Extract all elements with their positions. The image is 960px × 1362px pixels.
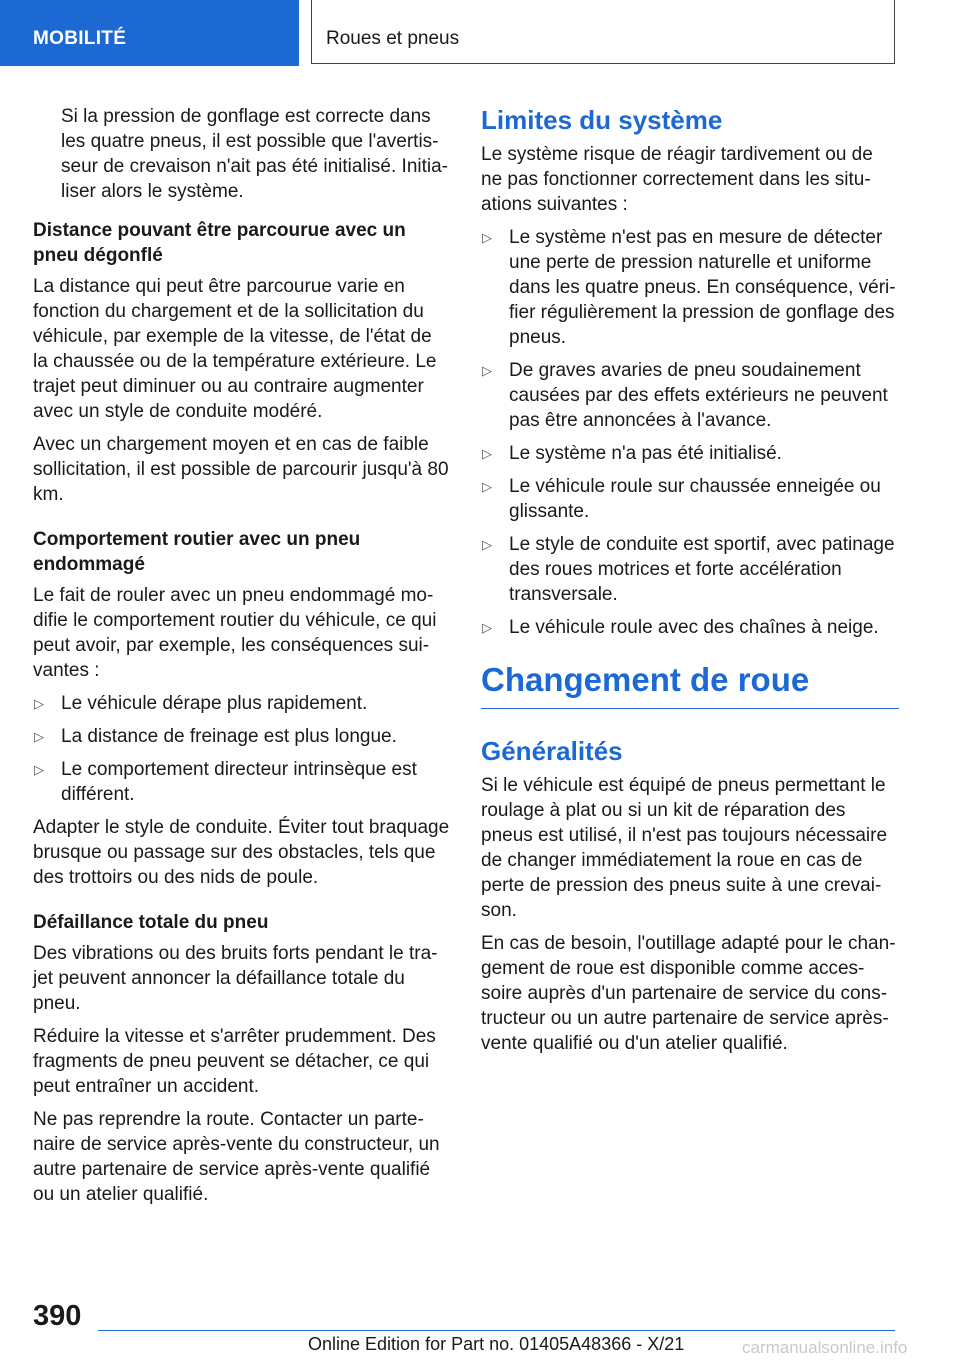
triangle-bullet-icon: ▷ (34, 696, 44, 711)
triangle-bullet-icon: ▷ (482, 230, 492, 245)
list-item-text: Le système n'a pas été initialisé. (509, 443, 782, 464)
list-item-text: Le comportement directeur intrinsèque est différent. (61, 759, 417, 805)
list-item-text: Le système n'est pas en mesure de détecter une perte de pression naturelle et uniforme dans les quatre pneus. En conséquence, vérifier régulièrement la pression de gonflage des pneus. (509, 227, 896, 348)
edition-text: Online Edition for Part no. 01405A48366 - X/21 (308, 1334, 685, 1354)
comportement-paragraph-1: Le fait de rouler avec un pneu endommagé modifie le comportement routier du véhicule, ce qui peut avoir, par exemple, les conséquences suivantes : (33, 585, 437, 681)
generalites-paragraph-2: En cas de besoin, l'outillage adapté pour le changement de roue est disponible comme accessoire auprès d'un partenaire de service du constructeur ou un autre partenaire de service après-vente qualifié ou d'un atelier qualifié. (481, 933, 896, 1054)
list-item-text: De graves avaries de pneu soudainement causées par des effets extérieurs ne peuvent pas être annoncées à l'avance. (509, 360, 888, 431)
list-item (481, 358, 899, 433)
list-item (33, 757, 451, 807)
triangle-bullet-icon: ▷ (482, 363, 492, 378)
triangle-bullet-icon: ▷ (482, 446, 492, 461)
distance-paragraph-1: La distance qui peut être parcourue varie en fonction du chargement et de la sollicitation du véhicule, par exemple de la vitesse, de l'état de la chaussée ou de la température extérieure. Le trajet peut diminuer ou au contraire augmenter avec un style de conduite modéré. (33, 276, 437, 422)
list-item (481, 225, 899, 350)
page-header (0, 0, 960, 66)
generalites-heading: Généralités (481, 736, 623, 766)
distance-paragraph-2: Avec un chargement moyen et en cas de faible sollicitation, il est possible de parcourir jusqu'à 80 km. (33, 434, 449, 505)
defaillance-heading: Défaillance totale du pneu (33, 912, 269, 933)
intro-paragraph: Si la pression de gonflage est correcte dans les quatre pneus, il est possible que l'avertisseur de crevaison n'ait pas été initialisé. Initialiser alors le système. (61, 106, 448, 202)
right-column (481, 104, 899, 1064)
triangle-bullet-icon: ▷ (34, 762, 44, 777)
comportement-list (33, 691, 451, 807)
defaillance-paragraph-2: Réduire la vitesse et s'arrêter prudemment. Des fragments de pneu peuvent se détacher, ce qui peut entraîner un accident. (33, 1026, 436, 1097)
triangle-bullet-icon: ▷ (482, 537, 492, 552)
page-number: 390 (33, 1300, 82, 1332)
triangle-bullet-icon: ▷ (34, 729, 44, 744)
defaillance-paragraph-1: Des vibrations ou des bruits forts pendant le trajet peuvent annoncer la défaillance totale du pneu. (33, 943, 438, 1014)
list-item-text: Le style de conduite est sportif, avec patinage des roues motrices et forte accélération transversale. (509, 534, 895, 605)
list-item (33, 724, 451, 749)
defaillance-paragraph-3: Ne pas reprendre la route. Contacter un partenaire de service après-vente du constructeur, un autre partenaire de service après-vente qualifié ou un atelier qualifié. (33, 1109, 440, 1205)
changement-title: Changement de roue (481, 660, 899, 709)
generalites-paragraph-1: Si le véhicule est équipé de pneus permettant le roulage à plat ou si un kit de réparation des pneus est utilisé, il n'est pas toujours nécessaire de changer immédiatement la roue en cas de perte de pression des pneus suite à une crevaison. (481, 775, 888, 921)
list-item (481, 441, 899, 466)
limites-paragraph: Le système risque de réagir tardivement ou de ne pas fonctionner correctement dans les situations suivantes : (481, 144, 873, 215)
limites-list (481, 225, 899, 640)
left-column (33, 104, 451, 1215)
watermark: carmanualsonline.info (742, 1338, 908, 1357)
list-item (481, 532, 899, 607)
list-item-text: Le véhicule dérape plus rapidement. (61, 693, 368, 714)
list-item-text: La distance de freinage est plus longue. (61, 726, 397, 747)
list-item (481, 615, 899, 640)
triangle-bullet-icon: ▷ (482, 479, 492, 494)
list-item (33, 691, 451, 716)
comportement-paragraph-2: Adapter le style de conduite. Éviter tout braquage brusque ou passage sur des obstacles, tels que des trottoirs ou des nids de poule. (33, 817, 450, 888)
comportement-heading: Comportement routier avec un pneu endommagé (33, 529, 361, 575)
list-item (481, 474, 899, 524)
triangle-bullet-icon: ▷ (482, 620, 492, 635)
list-item-text: Le véhicule roule sur chaussée enneigée ou glissante. (509, 476, 881, 522)
list-item-text: Le véhicule roule avec des chaînes à neige. (509, 617, 879, 638)
distance-heading: Distance pouvant être parcourue avec un pneu dégonflé (33, 220, 406, 266)
section-tab: MOBILITÉ (0, 0, 299, 66)
limites-heading: Limites du système (481, 105, 723, 135)
chapter-title: Roues et pneus (311, 0, 895, 64)
footer-divider (98, 1330, 895, 1331)
